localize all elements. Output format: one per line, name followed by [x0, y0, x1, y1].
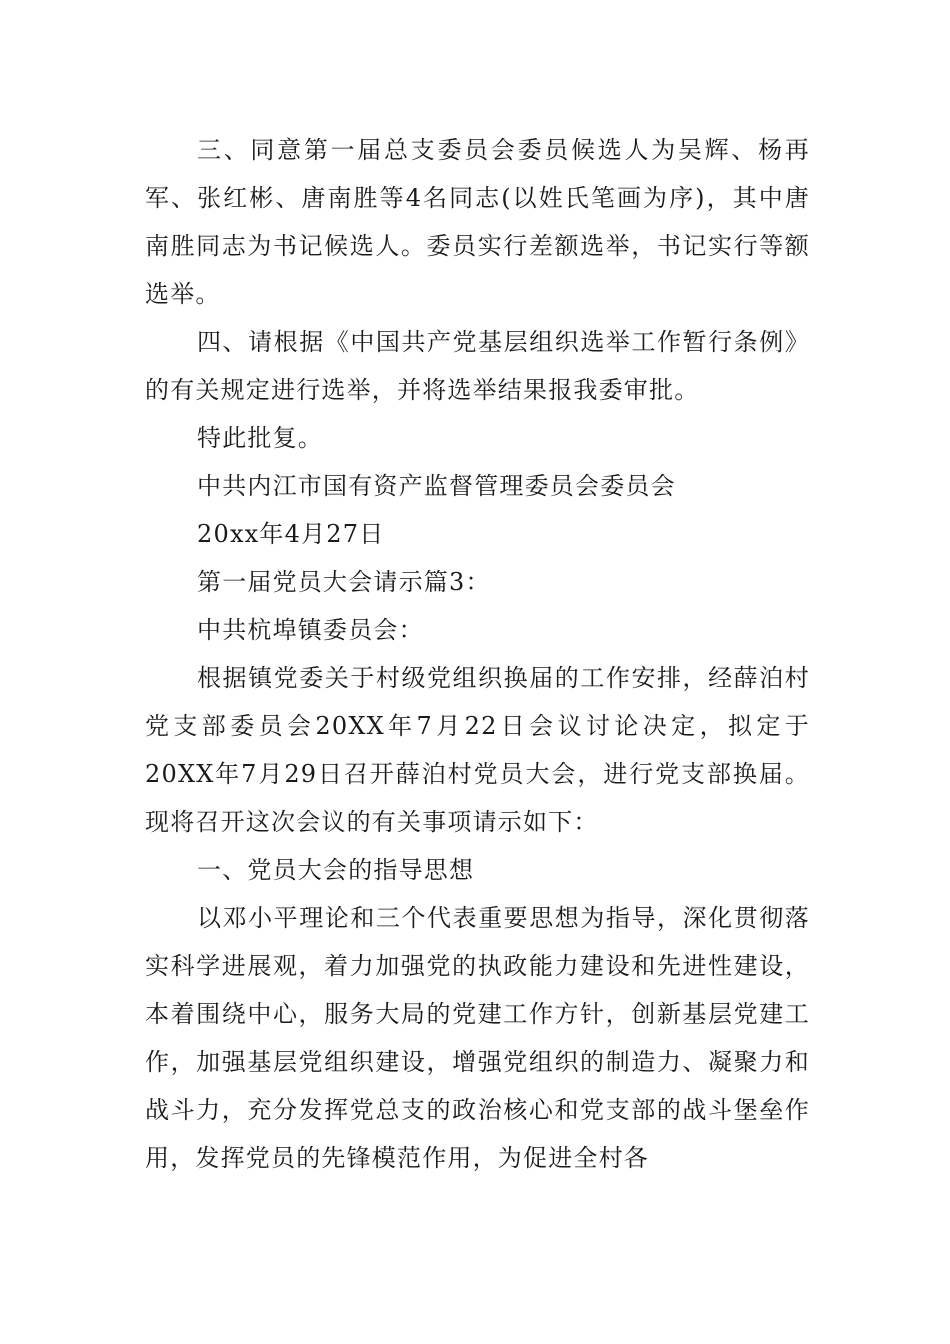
request-intro-paragraph: 根据镇党委关于村级党组织换届的工作安排，经薛泊村党支部委员会20XX年7月22日会议讨论决定，拟定于20XX年7月29日召开薛泊村党员大会，进行党支部换届。现将召开这次会议的有关事项请示如下：	[145, 664, 810, 836]
addressee: 中共杭埠镇委员会：	[197, 616, 424, 644]
heading-guiding-ideology: 一、党员大会的指导思想	[197, 856, 475, 884]
guiding-ideology-paragraph: 以邓小平理论和三个代表重要思想为指导，深化贯彻落实科学进展观，着力加强党的执政能力建设和先进性建设，本着围绕中心，服务大局的党建工作方针，创新基层党建工作，加强基层党组织建设，增强党组织的制造力、凝聚力和战斗力，充分发挥党总支的政治核心和党支部的战斗堡垒作用，发挥党员的先锋模范作用，为促进全村各	[145, 904, 810, 1172]
document-body	[145, 126, 810, 1182]
issue-date: 20xx年4月27日	[197, 520, 385, 548]
paragraph-item-four: 四、请根据《中国共产党基层组织选举工作暂行条例》的有关规定进行选举，并将选举结果报我委审批。	[145, 328, 810, 404]
section-title: 第一届党员大会请示篇3：	[197, 568, 491, 596]
paragraph-item-three: 三、同意第一届总支委员会委员候选人为吴辉、杨再军、张红彬、唐南胜等4名同志(以姓氏笔画为序)，其中唐南胜同志为书记候选人。委员实行差额选举，书记实行等额选举。	[145, 136, 810, 308]
issuing-organization: 中共内江市国有资产监督管理委员会委员会	[197, 472, 676, 500]
closing-phrase: 特此批复。	[197, 424, 323, 452]
